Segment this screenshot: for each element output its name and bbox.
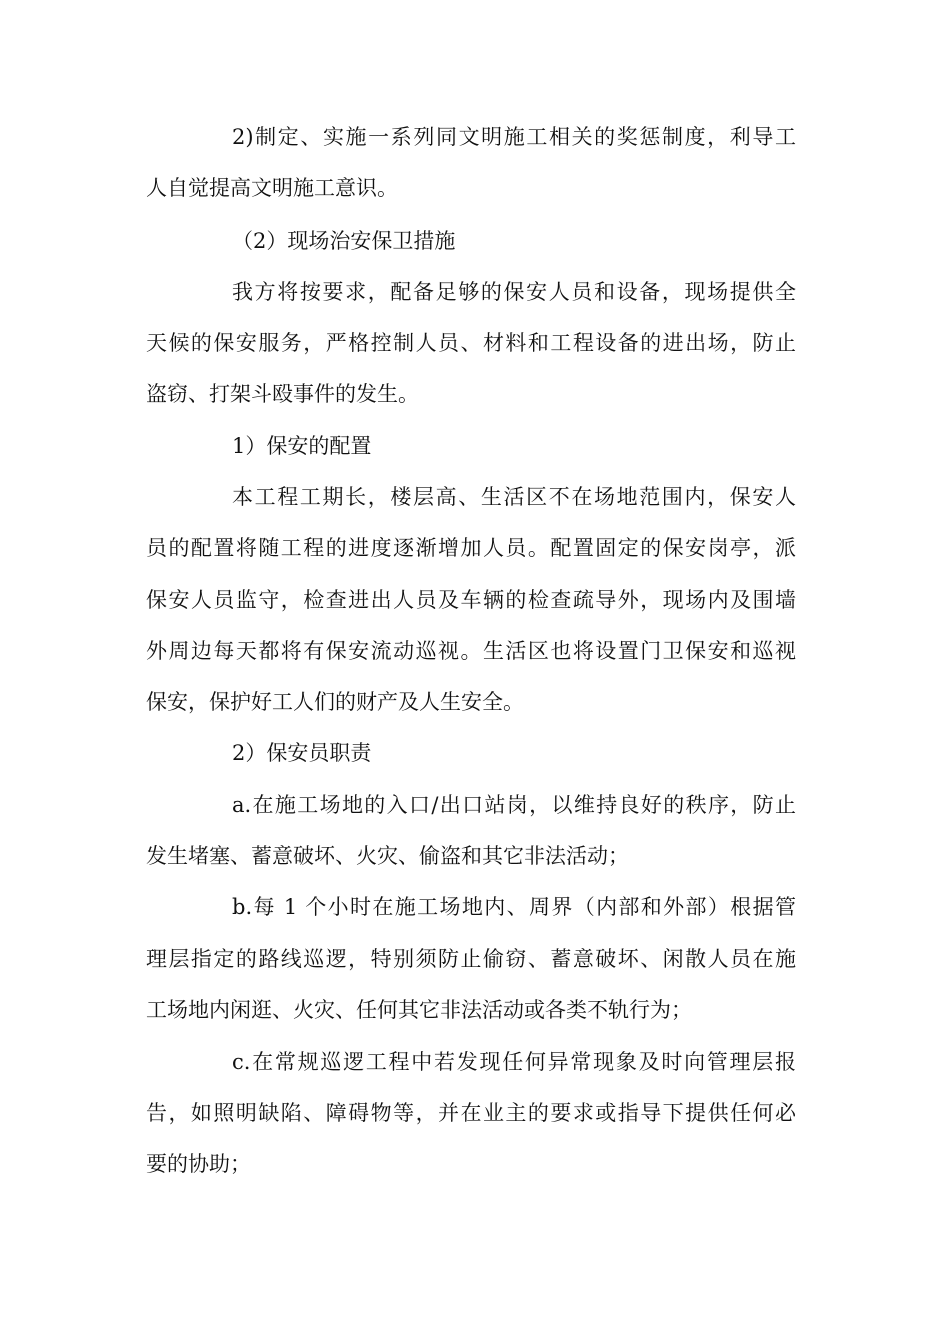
list-item-line: 发生堵塞、蓄意破坏、火灾、偷盗和其它非法活动； xyxy=(146,844,629,868)
list-item-line: b.每 1 个小时在施工场地内、周界（内部和外部）根据管 xyxy=(232,895,796,919)
paragraph-line: 保安人员监守，检查进出人员及车辆的检查疏导外，现场内及围墙 xyxy=(146,588,796,612)
list-item-line: 理层指定的路线巡逻，特别须防止偷窃、蓄意破坏、闲散人员在施 xyxy=(146,947,796,971)
paragraph-line: 本工程工期长，楼层高、生活区不在场地范围内，保安人 xyxy=(232,485,796,509)
paragraph-line: 外周边每天都将有保安流动巡视。生活区也将设置门卫保安和巡视 xyxy=(146,639,796,663)
paragraph-line: 员的配置将随工程的进度逐渐增加人员。配置固定的保安岗亭，派 xyxy=(146,536,796,560)
section-heading: （2）现场治安保卫措施 xyxy=(232,229,456,253)
subsection-heading: 1）保安的配置 xyxy=(232,434,372,458)
list-item-line: c.在常规巡逻工程中若发现任何异常现象及时向管理层报 xyxy=(232,1050,796,1074)
subsection-heading: 2）保安员职责 xyxy=(232,741,372,765)
paragraph-line: 人自觉提高文明施工意识。 xyxy=(146,176,398,200)
paragraph-line: 2)制定、实施一系列同文明施工相关的奖惩制度，利导工 xyxy=(232,125,796,149)
paragraph-line: 我方将按要求，配备足够的保安人员和设备，现场提供全 xyxy=(232,280,796,304)
paragraph-line: 保安，保护好工人们的财产及人生安全。 xyxy=(146,690,524,714)
list-item-line: 工场地内闲逛、火灾、任何其它非法活动或各类不轨行为； xyxy=(146,998,692,1022)
paragraph-line: 盗窃、打架斗殴事件的发生。 xyxy=(146,382,419,406)
paragraph-line: 天候的保安服务，严格控制人员、材料和工程设备的进出场，防止 xyxy=(146,331,796,355)
list-item-line: 告，如照明缺陷、障碍物等，并在业主的要求或指导下提供任何必 xyxy=(146,1101,796,1125)
list-item-line: 要的协助； xyxy=(146,1152,251,1176)
list-item-line: a.在施工场地的入口/出口站岗，以维持良好的秩序，防止 xyxy=(232,793,796,817)
